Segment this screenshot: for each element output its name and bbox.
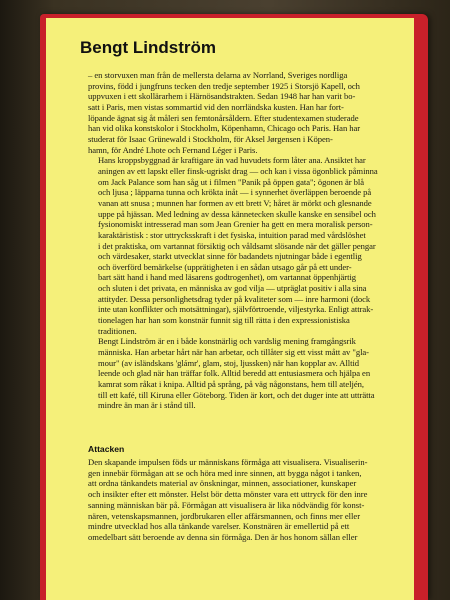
text-line: och ljusa ; läpparna tunna och krökta inåt — i synnerhet överläppen beroende på — [98, 187, 372, 198]
text-line: fysionomiskt intresserad man som Jean Grenier ha gett en mera moralisk person- — [98, 219, 373, 230]
text-line: Bengt Lindström är en i både konstnärlig och vardslig mening framgångsrik — [98, 336, 356, 347]
text-line: kamrat som råkat i knipa. Alltid på språng, på väg någonstans, hem till ateljén, — [98, 379, 364, 390]
text-line: gen innebär förmågan att se och höra med inre sinnen, att bygga något i tanken, — [88, 467, 362, 478]
paragraph-character — [88, 336, 406, 411]
text-line: han vid olika konstskolor i Stockholm, Köpenhamn, Chicago och Paris. Han har — [88, 123, 361, 134]
text-line: och överförd bemärkelse (upprätigheten i en sådan utsago går på ett under- — [98, 261, 352, 272]
text-line: bart sätt hand i hand med läsarens godtrogenhet), om vartannat öppenhjärtig — [98, 272, 357, 283]
text-line: och sluten i det privata, en människa av god vilja — utpräglat positiv i alla sina — [98, 283, 367, 294]
text-line: om Jack Palance som han såg ut i filmen "Panik på öppen gata"; ögonen är blå — [98, 176, 364, 187]
text-line: – en storvuxen man från de mellersta delarna av Norrland, Sveriges nordliga — [88, 70, 348, 80]
text-line: mindre än man är i stånd till. — [98, 400, 196, 411]
text-line: leende och glad när han träffar folk. Alltid beredd att entusiasmera och hjälpa en — [98, 368, 371, 379]
text-line: attityder. Dessa personlighetsdrag tyder på kvaliteter som — inre harmoni (dock — [98, 293, 371, 304]
text-line: Den skapande impulsen föds ur människans förmåga att visualisera. Visualiserin- — [88, 457, 368, 467]
text-line: människa. Han arbetar hårt när han arbetar, och tillåter sig ett visst mått av "gla- — [98, 347, 369, 358]
text-line: aningen av ett lapskt eller finsk-ugriskt drag — och kan i vissa ögonblick påminna — [98, 165, 378, 176]
text-line: traditionen. — [98, 325, 137, 336]
text-line: löpande ägnat sig åt måleri sen femtonårsåldern. Efter studentexamen studerade — [88, 112, 359, 123]
page-title: Bengt Lindström — [80, 38, 216, 57]
text-line: att ordna tänkandets material av önskningar, minnen, associationer, kunskaper — [88, 478, 357, 489]
text-line: uppvuxen i ett skollärarhem i Härnösandstrakten. Sedan 1948 har han varit bo- — [88, 91, 356, 102]
section-body — [88, 457, 406, 543]
text-line: vanan att snusa ; munnen har formen av ett brett V; håret är mörkt och glesnande — [98, 197, 372, 208]
text-line: mindre utvecklad hos alla tänkande varelser. Konstnären är emellertid på ett — [88, 521, 350, 532]
text-line: nären, vetenskapsmannen, jordbrukaren eller affärsmannen, och finns mer eller — [88, 510, 361, 521]
text-line: studerat för Isaac Grünewald i Stockholm, för Aksel Jørgensen i Köpen- — [88, 133, 333, 144]
text-line: Hans kroppsbyggnad är kraftigare än vad huvudets form låter ana. Ansiktet har — [98, 155, 366, 166]
text-line: tionelagen har han som konstnär funnit sig till rätta i den expressionistiska — [98, 315, 350, 326]
text-line: inte utan konflikter och motsättningar), självförtroende, viljestyrka. Enligt attrak- — [98, 304, 374, 315]
paragraph-attacken — [88, 457, 406, 543]
paragraph-appearance — [88, 155, 406, 336]
document-page — [46, 18, 414, 600]
text-line: karaktäristisk : stor uttrycksskraft i det fysiska, intuition parad med vårdslöshet — [98, 229, 366, 240]
text-line: i det praktiska, om vartannat försiktig och våldsamt slösande när det gäller pengar — [98, 240, 376, 251]
text-line: hamn, för André Lhote och Fernand Léger i Paris. — [88, 144, 258, 155]
text-line: till ett kafé, till Kiruna eller Göteborg. Tiden är kort, och det duger inte att utträtta — [98, 389, 375, 400]
paragraph-intro — [88, 70, 406, 155]
text-line: omedelbart sätt beroende av denna sin förmåga. Den är hos honom sällan eller — [88, 531, 358, 542]
text-line: mour" (av isländskans 'glámr', glam, stoj, ljussken) när han kopplar av. Alltid — [98, 357, 360, 368]
text-line: sanning människan bär på. Förmågan att visualisera är lika nödvändig för konst- — [88, 499, 365, 510]
text-line: och värdesaker, starkt utvecklat sinne för badandets njutningar både i egentlig — [98, 251, 362, 262]
text-line: provins, född i jungfruns tecken den tredje september 1925 i Storsjö Kapell, och — [88, 80, 360, 91]
text-line: satt i Paris, men vistas sommartid vid den norrländska kusten. Han har fort- — [88, 101, 344, 112]
body-text — [88, 70, 406, 411]
section-heading: Attacken — [88, 444, 125, 454]
text-line: och insikter efter ett mönster. Helst bör detta mönster vara ett uttryck för den inre — [88, 489, 368, 500]
text-line: uppe på hjässan. Med ledning av dessa kännetecken skulle kanske en sensibel och — [98, 208, 376, 219]
